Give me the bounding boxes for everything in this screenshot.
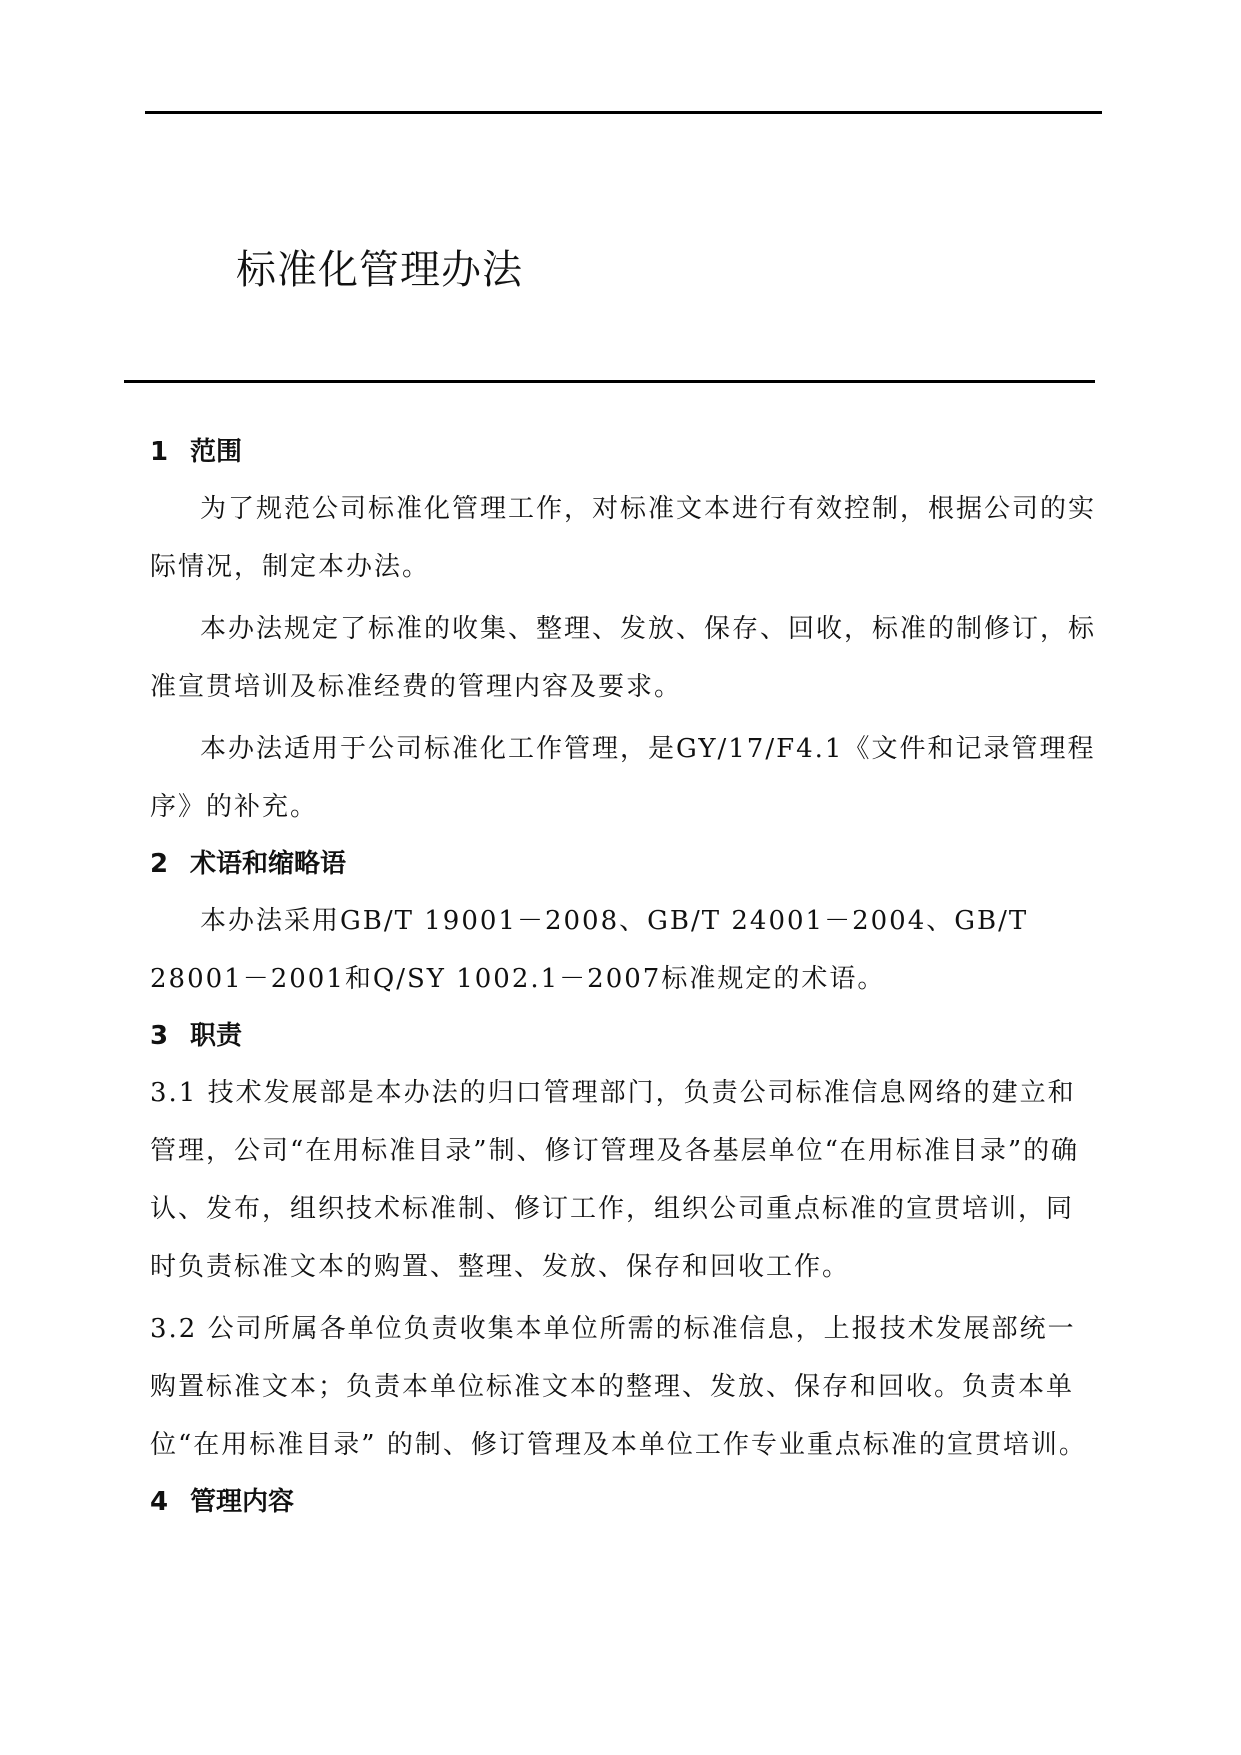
section-title: 术语和缩略语 bbox=[190, 849, 347, 879]
paragraph: 本办法规定了标准的收集、整理、发放、保存、回收，标准的制修订，标准宣贯培训及标准经费的管理内容及要求。 bbox=[150, 614, 1097, 702]
section-heading bbox=[150, 1012, 1100, 1060]
paragraph: 3.1 技术发展部是本办法的归口管理部门，负责公司标准信息网络的建立和管理，公司“在用标准目录”制、修订管理及各基层单位“在用标准目录”的确认、发布，组织技术标准制、修订工作，组织公司重点标准的宣贯培训，同时负责标准文本的购置、整理、发放、保存和回收工作。 bbox=[150, 1078, 1080, 1282]
section-number: 2 bbox=[150, 849, 169, 879]
section-heading bbox=[150, 428, 1100, 476]
document-title: 标准化管理办法 bbox=[236, 247, 523, 293]
paragraph: 为了规范公司标准化管理工作，对标准文本进行有效控制，根据公司的实际情况，制定本办法。 bbox=[150, 494, 1097, 582]
section-title: 范围 bbox=[190, 437, 243, 467]
section-title: 职责 bbox=[190, 1021, 243, 1051]
header-rule bbox=[145, 111, 1102, 114]
section-heading bbox=[150, 840, 1100, 888]
section-number: 4 bbox=[150, 1487, 169, 1517]
paragraph: 本办法采用GB/T 19001－2008、GB/T 24001－2004、GB/T 28001－2001和Q/SY 1002.1－2007标准规定的术语。 bbox=[150, 906, 1029, 994]
title-rule bbox=[124, 380, 1095, 383]
section-heading bbox=[150, 1478, 1100, 1526]
paragraph: 本办法适用于公司标准化工作管理，是GY/17/F4.1《文件和记录管理程序》的补充。 bbox=[150, 734, 1096, 822]
section-number: 1 bbox=[150, 437, 169, 467]
document-body bbox=[150, 428, 1100, 1530]
paragraph: 3.2 公司所属各单位负责收集本单位所需的标准信息，上报技术发展部统一购置标准文本；负责本单位标准文本的整理、发放、保存和回收。负责本单位“在用标准目录” 的制、修订管理及本单位工作专业重点标准的宣贯培训。 bbox=[150, 1314, 1087, 1460]
section-number: 3 bbox=[150, 1021, 169, 1051]
section-title: 管理内容 bbox=[190, 1487, 295, 1517]
